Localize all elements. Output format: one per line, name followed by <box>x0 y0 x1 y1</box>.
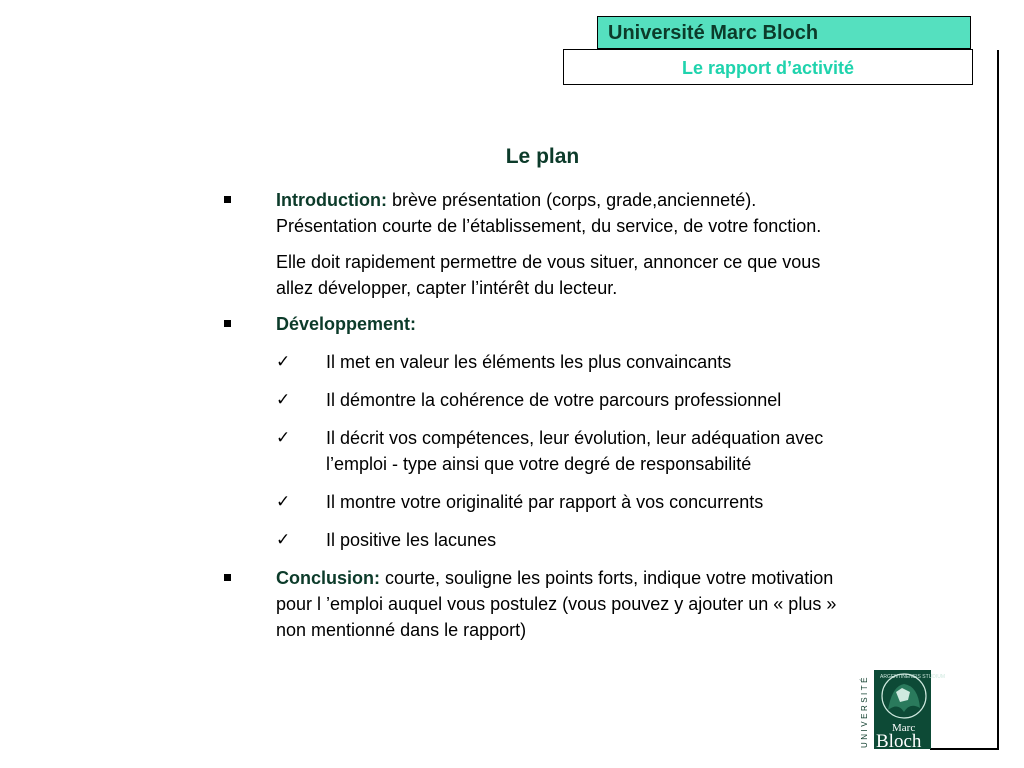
development-item <box>220 311 860 337</box>
check-item-text: Il positive les lacunes <box>326 530 497 550</box>
conclusion-item <box>220 565 860 643</box>
square-bullet-icon <box>224 196 231 203</box>
logo-name-bloch: Bloch <box>876 731 922 752</box>
check-item-text: Il décrit vos compétences, leur évolution, leur adéquation avec l’emploi - type ainsi que votre degré de responsabilité <box>326 428 824 474</box>
square-bullet-icon <box>224 574 231 581</box>
logo-name-marc: Marc <box>892 722 916 734</box>
conclusion-text: courte, souligne les points forts, indique votre motivation pour l ’emploi auquel vous postulez (vous pouvez y ajouter un « plus » non mentionné dans le rapport) <box>276 568 837 640</box>
conclusion-label: Conclusion: <box>276 568 380 588</box>
introduction-paragraph: Elle doit rapidement permettre de vous situer, annoncer ce que vous allez développer, capter l’intérêt du lecteur. <box>276 252 821 298</box>
check-list-item <box>220 489 860 515</box>
checkmark-icon: ✓ <box>276 352 291 371</box>
checkmark-icon: ✓ <box>276 390 291 409</box>
university-logo <box>858 668 946 752</box>
introduction-label: Introduction: <box>276 190 387 210</box>
page-title: Le plan <box>505 145 580 168</box>
check-list-item <box>220 349 860 375</box>
checkmark-icon: ✓ <box>276 492 291 511</box>
introduction-item <box>220 187 860 239</box>
checkmark-icon: ✓ <box>276 428 291 447</box>
square-bullet-icon <box>224 320 231 327</box>
introduction-text: brève présentation (corps, grade,ancienneté). Présentation courte de l’établissement, du service, de votre fonction. <box>276 190 822 236</box>
check-list-item <box>220 387 860 413</box>
institution-header: Université Marc Bloch <box>597 16 971 49</box>
plan-content <box>220 187 860 653</box>
logo-vertical-text: UNIVERSITÉ <box>860 674 869 748</box>
check-list-item <box>220 527 860 553</box>
logo-seal-text: ARGENTINENSIS STUDIUM <box>880 674 946 680</box>
development-label: Développement: <box>276 314 417 334</box>
check-item-text: Il démontre la cohérence de votre parcours professionnel <box>326 390 782 410</box>
frame-right-border <box>997 50 999 750</box>
check-list-item <box>220 425 860 477</box>
development-checklist <box>220 349 860 553</box>
checkmark-icon: ✓ <box>276 530 291 549</box>
frame-bottom-border <box>930 748 999 750</box>
check-item-text: Il met en valeur les éléments les plus convaincants <box>326 352 732 372</box>
report-subtitle: Le rapport d’activité <box>563 49 973 85</box>
check-item-text: Il montre votre originalité par rapport à vos concurrents <box>326 492 764 512</box>
